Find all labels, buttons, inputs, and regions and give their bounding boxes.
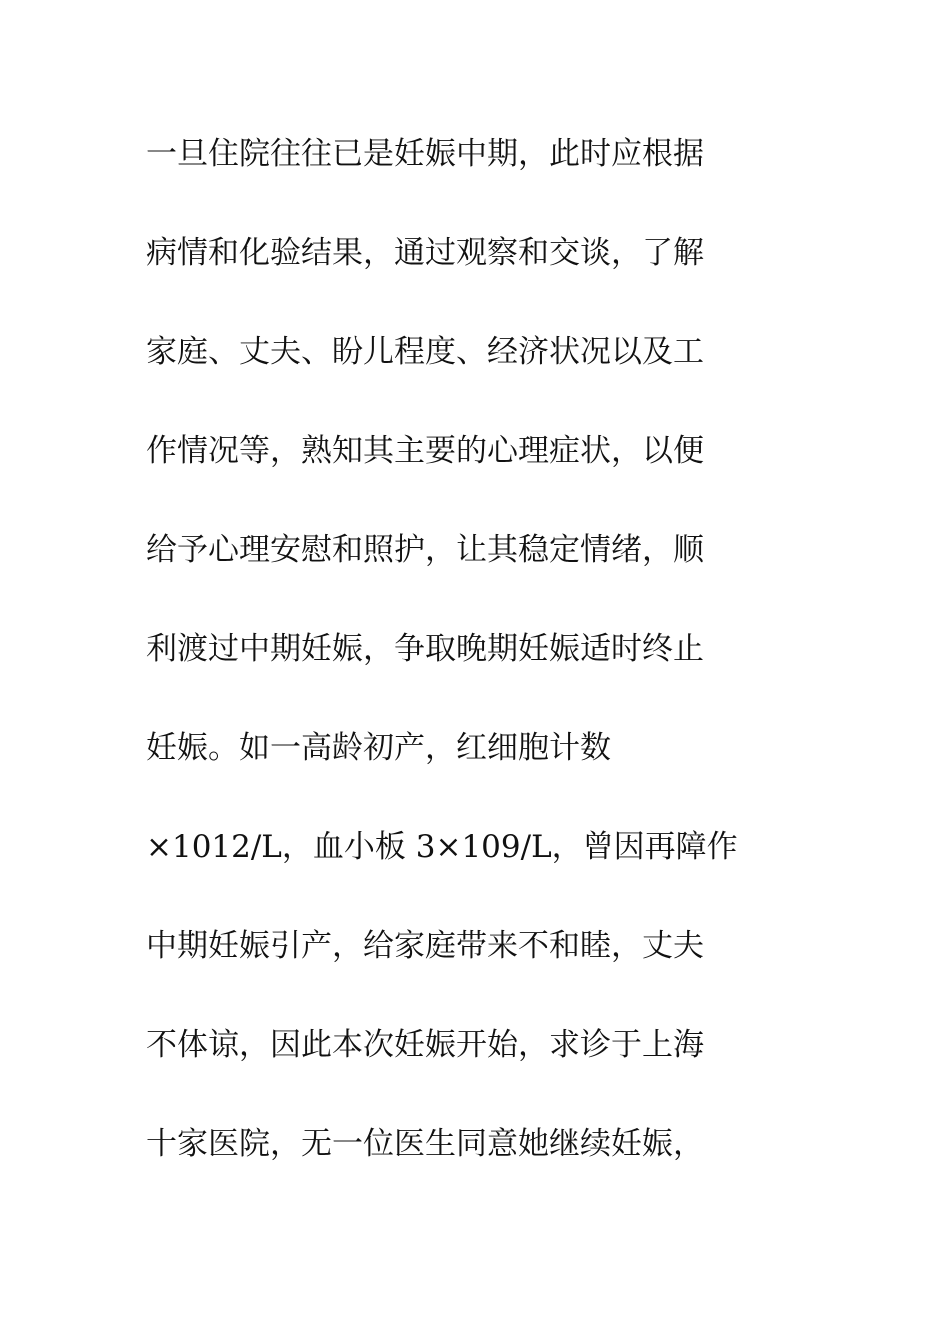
text-line-8: ×1012/L，血小板 3×109/L，曾因再障作 [146, 829, 738, 865]
text-line-11: 十家医院，无一位医生同意她继续妊娠， [146, 1126, 704, 1162]
text-line-2: 病情和化验结果，通过观察和交谈，了解 [146, 235, 704, 271]
body-text [146, 128, 806, 1217]
text-line-5: 给予心理安慰和照护，让其稳定情绪，顺 [146, 532, 704, 568]
text-line-4: 作情况等，熟知其主要的心理症状，以便 [146, 433, 704, 469]
text-line-6: 利渡过中期妊娠，争取晚期妊娠适时终止 [146, 631, 704, 667]
text-line-10: 不体谅，因此本次妊娠开始，求诊于上海 [146, 1027, 704, 1063]
text-line-3: 家庭、丈夫、盼儿程度、经济状况以及工 [146, 334, 704, 370]
text-line-1: 一旦住院往往已是妊娠中期，此时应根据 [146, 136, 704, 172]
text-line-9: 中期妊娠引产，给家庭带来不和睦，丈夫 [146, 928, 704, 964]
text-line-7: 妊娠。如一高龄初产，红细胞计数 [146, 730, 611, 766]
